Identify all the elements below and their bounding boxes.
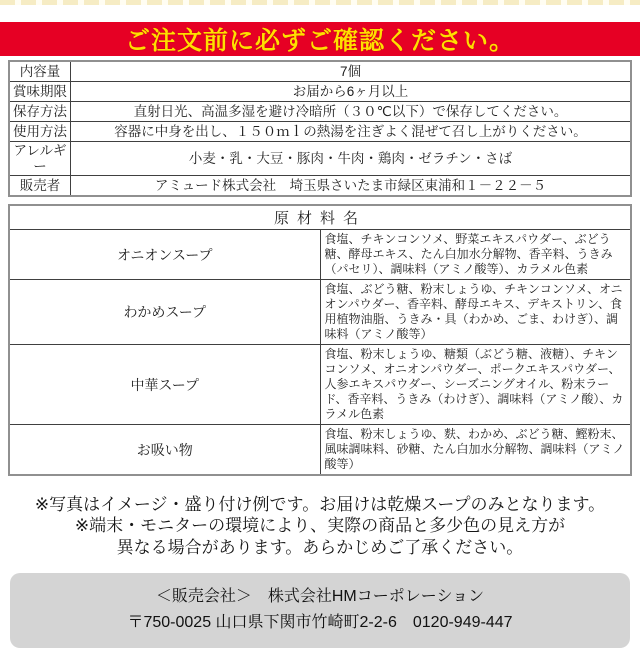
table-row (9, 122, 631, 142)
seller-company-box (10, 573, 630, 648)
row-value-chinese-soup: 食塩、粉末しょうゆ、糖類（ぶどう糖、液糖）、チキンコンソメ、オニオンパウダー、ポークエキスパウダー、人参エキスパウダー、シーズニングオイル、粉末ラード、香辛料、うきみ（わけぎ）、調味料（アミノ酸）、カラメル色素 (320, 345, 631, 425)
row-value-onion-soup: 食塩、チキンコンソメ、野菜エキスパウダー、ぶどう糖、酵母エキス、たん白加水分解物、香辛料、うきみ（パセリ）、調味料（アミノ酸等）、カラメル色素 (320, 230, 631, 280)
row-label-allergy: アレルギー (9, 142, 71, 176)
row-label-chinese-soup: 中華スープ (9, 345, 320, 425)
row-value-allergy: 小麦・乳・大豆・豚肉・牛肉・鶏肉・ゼラチン・さば (71, 142, 632, 176)
row-label-clear-soup: お吸い物 (9, 425, 320, 476)
table-row (9, 142, 631, 176)
table-row (9, 176, 631, 197)
note-line-1: ※写真はイメージ・盛り付け例です。お届けは乾燥スープのみとなります。 (34, 495, 606, 515)
row-value-expiry: お届から6ヶ月以上 (71, 82, 632, 102)
table-row (9, 280, 631, 345)
note-line-3: 異なる場合があります。あらかじめご了承ください。 (116, 537, 524, 557)
product-info-table (8, 60, 632, 197)
table-row (9, 425, 631, 476)
table-row (9, 230, 631, 280)
row-label-seller: 販売者 (9, 176, 71, 197)
decorative-top-stripe (0, 0, 640, 5)
row-label-storage: 保存方法 (9, 102, 71, 122)
table-row (9, 82, 631, 102)
row-label-contents: 内容量 (9, 61, 71, 82)
row-value-seller: アミュード株式会社 埼玉県さいたま市緑区東浦和１－２２－５ (71, 176, 632, 197)
row-label-expiry: 賞味期限 (9, 82, 71, 102)
row-label-usage: 使用方法 (9, 122, 71, 142)
row-value-storage: 直射日光、高温多湿を避け冷暗所（３０℃以下）で保存してください。 (71, 102, 632, 122)
row-value-contents: 7個 (71, 61, 632, 82)
notice-banner (0, 22, 640, 56)
seller-company-address: 〒750-0025 山口県下関市竹崎町2-2-6 0120-949-447 (127, 614, 513, 632)
notice-banner-text: ご注文前に必ずご確認ください。 (124, 27, 515, 55)
ingredients-table (8, 204, 632, 476)
ingredients-header-row (9, 205, 631, 230)
note-line-2: ※端末・モニターの環境により、実際の商品と多少色の見え方が (74, 516, 566, 536)
row-value-wakame-soup: 食塩、ぶどう糖、粉末しょうゆ、チキンコンソメ、オニオンパウダー、香辛料、酵母エキス、デキストリン、食用植物油脂、うきみ・具（わかめ、ごま、わけぎ）、調味料（アミノ酸等） (320, 280, 631, 345)
table-row (9, 102, 631, 122)
row-label-wakame-soup: わかめスープ (9, 280, 320, 345)
seller-company-name: ＜販売会社＞ 株式会社HMコーポレーション (155, 587, 485, 605)
row-label-onion-soup: オニオンスープ (9, 230, 320, 280)
row-value-usage: 容器に中身を出し、１５０ｍｌの熱湯を注ぎよく混ぜて召し上がりください。 (71, 122, 632, 142)
ingredients-header: 原材料名 (9, 205, 631, 230)
table-row (9, 61, 631, 82)
disclaimer-notes (0, 494, 640, 558)
row-value-clear-soup: 食塩、粉末しょうゆ、麩、わかめ、ぶどう糖、鰹粉末、風味調味料、砂糖、たん白加水分解物、調味料（アミノ酸等） (320, 425, 631, 476)
table-row (9, 345, 631, 425)
